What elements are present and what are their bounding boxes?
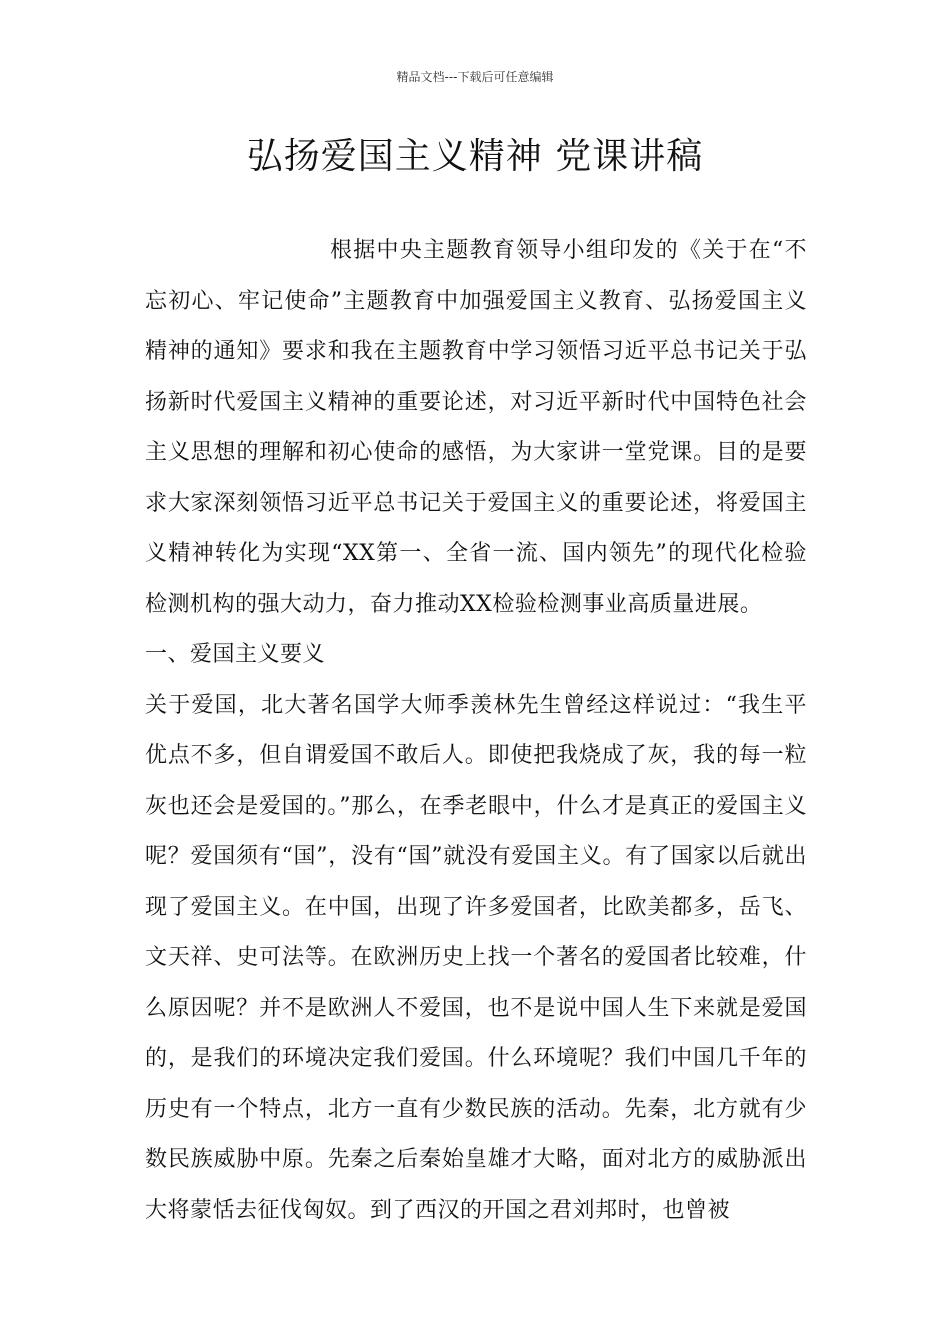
document-body (145, 226, 807, 1236)
body-paragraph: 关于爱国，北大著名国学大师季羡林先生曾经这样说过：“我生平优点不多，但自谓爱国不敢后人。即使把我烧成了灰，我的每一粒灰也还会是爱国的。”那么，在季老眼中，什么才是真正的爱国主义呢？爱国须有“国”，没有“国”就没有爱国主义。有了国家以后就出现了爱国主义。在中国，出现了许多爱国者，比欧美都多，岳飞、文天祥、史可法等。在欧洲历史上找一个著名的爱国者比较难，什么原因呢？并不是欧洲人不爱国，也不是说中国人生下来就是爱国的，是我们的环境决定我们爱国。什么环境呢？我们中国几千年的历史有一个特点，北方一直有少数民族的活动。先秦，北方就有少数民族威胁中原。先秦之后秦始皇雄才大略，面对北方的威胁派出大将蒙恬去征伐匈奴。到了西汉的开国之君刘邦时，也曾被 (145, 692, 807, 1223)
document-title: 弘扬爱国主义精神 党课讲稿 (246, 136, 704, 177)
header-note: 精品文档---下载后可任意编辑 (396, 70, 554, 84)
section-heading: 一、爱国主义要义 (145, 642, 326, 667)
intro-paragraph: 根据中央主题教育领导小组印发的《关于在“不忘初心、牢记使命”主题教育中加强爱国主义教育、弘扬爱国主义精神的通知》要求和我在主题教育中学习领悟习近平总书记关于弘扬新时代爱国主义精神的重要论述，对习近平新时代中国特色社会主义思想的理解和初心使命的感悟，为大家讲一堂党课。目的是要求大家深刻领悟习近平总书记关于爱国主义的重要论述，将爱国主义精神转化为实现“XX第一、全省一流、国内领先”的现代化检验检测机构的强大动力，奋力推动XX检验检测事业高质量进展。 (145, 238, 807, 617)
